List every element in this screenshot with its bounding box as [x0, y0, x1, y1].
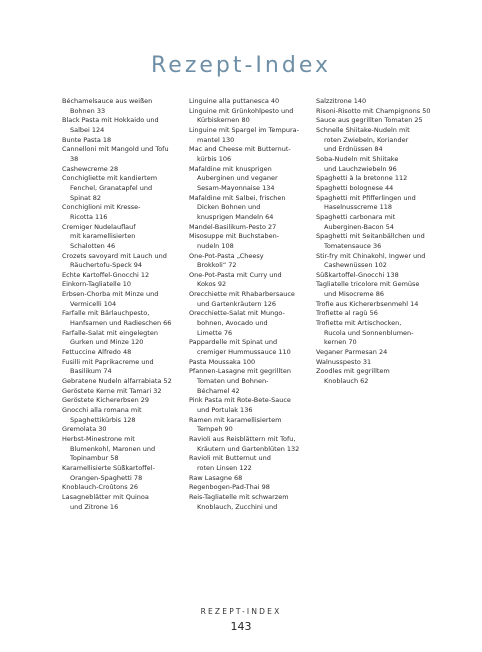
- index-entry-continuation: Ricotta 116: [70, 212, 108, 221]
- index-entry-text: Farfalle mit Bärlauchpesto,: [62, 309, 150, 318]
- index-entry-continuation: Tempeh 90: [197, 425, 233, 434]
- index-entry: [189, 107, 313, 126]
- index-entry-text: Ravioli aus Reisblättern mit Tofu,: [189, 434, 296, 443]
- index-entry: [316, 174, 440, 184]
- index-entry-text: Black Pasta mit Hokkaido und: [62, 116, 159, 125]
- index-entry-continuation: und Lauchzwiebeln 96: [324, 164, 397, 173]
- index-entry-text: Orecchiette-Salat mit Mungo-: [189, 309, 285, 318]
- index-entry-text: Linguine alla puttanesca 40: [189, 97, 280, 105]
- index-entry-continuation: Orangen-Spaghetti 78: [70, 473, 143, 482]
- index-entry-continuation: Sesam-Mayonnaise 134: [197, 183, 275, 192]
- index-entry-text: Regenbogen-Pad-Thai 98: [189, 483, 270, 492]
- page-title: Rezept-Index: [150, 52, 331, 78]
- index-entry: [189, 483, 313, 493]
- index-entry-continuation: Gurken und Minze 120: [70, 338, 144, 347]
- index-entry: [62, 203, 182, 222]
- index-entry-continuation: nudeln 108: [197, 241, 234, 250]
- footer-label: REZEPT-INDEX: [200, 607, 282, 616]
- index-entry-continuation: Schalotten 46: [70, 241, 116, 250]
- index-entry: [316, 348, 440, 358]
- index-entry: [62, 493, 182, 512]
- index-entry-text: Karamellisierte Süßkartoffel-: [62, 463, 155, 472]
- index-column-1: [62, 97, 182, 512]
- index-entry-text: Spaghetti à la bretonne 112: [316, 174, 408, 183]
- index-entry-text: Fusilli mit Paprikacreme und: [62, 357, 154, 366]
- index-entry-text: Mafaldine mit knusprigen: [189, 164, 272, 173]
- index-entry-text: Gebratene Nudeln alfarrabiata 52: [62, 377, 172, 386]
- index-entry: [189, 126, 313, 145]
- index-entry: [189, 474, 313, 484]
- index-entry-text: Pasta Moussaka 100: [189, 357, 256, 366]
- index-entry: [62, 145, 182, 164]
- index-entry: [62, 406, 182, 425]
- index-entry: [316, 126, 440, 155]
- index-entry-text: Spaghetti mit Pfifferlingen und: [316, 193, 416, 202]
- index-entry-text: Cashewcreme 28: [62, 164, 119, 173]
- index-entry: [62, 348, 182, 358]
- index-entry-continuation: Topinambur 58: [70, 454, 119, 463]
- index-entry-text: Erbsen-Chorba mit Minze und: [62, 290, 159, 299]
- index-entry: [62, 97, 182, 116]
- index-entry-text: Trofie aus Kichererbsenmehl 14: [316, 299, 419, 308]
- index-entry-continuation: Brokkoli“ 72: [197, 261, 237, 270]
- index-entry-text: Zoodles mit gegrilltem: [316, 367, 390, 376]
- index-entry: [189, 416, 313, 435]
- index-entry-continuation: Kürbiskernen 80: [197, 116, 250, 125]
- index-entry: [189, 165, 313, 194]
- index-entry: [62, 271, 182, 281]
- index-entry-continuation: cremiger Hummussauce 110: [197, 348, 291, 357]
- index-entry: [189, 97, 313, 107]
- index-entry-continuation: Kokos 92: [197, 280, 227, 289]
- index-entry: [62, 252, 182, 271]
- index-entry-text: Trofiette al ragù 56: [316, 309, 378, 318]
- index-entry-continuation: Räuchertofu-Speck 94: [70, 261, 143, 270]
- index-entry: [316, 319, 440, 348]
- index-entry-continuation: Salbei 124: [70, 125, 105, 134]
- index-entry-text: Echte Kartoffel-Gnocchi 12: [62, 270, 150, 279]
- index-entry: [316, 358, 440, 368]
- index-entry: [62, 396, 182, 406]
- index-entry: [62, 116, 182, 135]
- index-entry: [189, 145, 313, 164]
- index-entry-continuation: Fenchel, Granatapfel und: [70, 183, 153, 192]
- index-entry: [189, 290, 313, 309]
- index-entry-continuation: Cashewnüssen 102: [324, 261, 387, 270]
- index-entry: [62, 387, 182, 397]
- index-entry-continuation: und Erdnüssen 84: [324, 145, 383, 154]
- index-entry-text: Conchiglioni mit Kresse-: [62, 203, 141, 212]
- index-entry-text: Spaghetti carbonara mit: [316, 212, 396, 221]
- index-entry-continuation: Hanfsamen und Radieschen 66: [70, 319, 172, 328]
- index-entry-text: Fettuccine Alfredo 48: [62, 348, 132, 357]
- index-entry-continuation: bohnen, Avocado und: [197, 319, 268, 328]
- index-entry-continuation: Spinat 82: [70, 193, 102, 202]
- index-entry: [189, 252, 313, 271]
- index-entry-text: Ravioli mit Butternut und: [189, 454, 271, 463]
- index-entry-text: Veganer Parmesan 24: [316, 348, 388, 357]
- index-column-2: [189, 97, 313, 512]
- index-entry: [316, 300, 440, 310]
- index-entry-text: Conchigliette mit kandiertem: [62, 174, 158, 183]
- index-entry: [316, 97, 440, 107]
- index-entry-text: Mandel-Basilikum-Pesto 27: [189, 222, 277, 231]
- index-entry: [62, 483, 182, 493]
- index-entry-continuation: und Zitrone 16: [70, 502, 119, 511]
- index-entry: [62, 136, 182, 146]
- index-entry-continuation: Knoblauch, Zucchini und: [197, 502, 278, 511]
- index-entry-text: Einkorn-Tagliatelle 10: [62, 280, 132, 289]
- index-entry-continuation: roten Linsen 122: [197, 463, 252, 472]
- index-entry-text: Geröstete Kerne mit Tamari 32: [62, 386, 162, 395]
- index-entry-text: Spaghetti bolognese 44: [316, 183, 394, 192]
- index-entry-text: Soba-Nudeln mit Shiitake: [316, 154, 399, 163]
- index-entry-text: Lasagneblätter mit Quinoa: [62, 492, 149, 501]
- index-entry: [189, 435, 313, 454]
- index-entry-text: Reis-Tagliatelle mit schwarzem: [189, 492, 289, 501]
- index-entry: [316, 155, 440, 174]
- index-entry-continuation: und Misocreme 86: [324, 290, 384, 299]
- index-entry-continuation: Tomatensauce 36: [324, 241, 382, 250]
- index-entry-continuation: Vermicelli 104: [70, 299, 117, 308]
- index-entry: [316, 280, 440, 299]
- index-entry: [62, 165, 182, 175]
- index-entry-text: Süßkartoffel-Gnocchi 138: [316, 270, 399, 279]
- index-entry-text: Risoni-Risotto mit Champignons 50: [316, 106, 431, 115]
- index-entry-text: Crozets savoyard mit Lauch und: [62, 251, 167, 260]
- index-entry: [316, 184, 440, 194]
- index-entry-text: Pfannen-Lasagne mit gegrillten: [189, 367, 291, 376]
- index-entry: [62, 358, 182, 377]
- index-entry-text: Orecchiette mit Rhabarbersauce: [189, 290, 295, 299]
- index-entry-text: Spaghetti mit Seitanbällchen und: [316, 232, 425, 241]
- index-entry-text: Ramen mit karamellisiertem: [189, 415, 282, 424]
- index-entry: [62, 464, 182, 483]
- index-entry: [189, 493, 313, 512]
- index-entry-text: Pappardelle mit Spinat und: [189, 338, 278, 347]
- index-entry-text: Pink Pasta mit Rote-Bete-Sauce: [189, 396, 291, 405]
- index-entry: [316, 194, 440, 213]
- index-entry: [189, 232, 313, 251]
- index-entry-text: Sauce aus gegrillten Tomaten 25: [316, 116, 423, 125]
- index-entry-continuation: Auberginen und veganer: [197, 174, 278, 183]
- index-entry-text: Walnusspesto 31: [316, 357, 372, 366]
- index-entry: [316, 213, 440, 232]
- index-entry-text: Geröstete Kichererbsen 29: [62, 396, 150, 405]
- index-entry: [62, 435, 182, 464]
- index-entry-text: Linguine mit Spargel im Tempura-: [189, 125, 299, 134]
- index-entry-continuation: 38: [70, 154, 79, 163]
- index-entry-text: Knoblauch-Croûtons 26: [62, 483, 138, 492]
- index-entry-continuation: mit karamellisierten: [70, 232, 136, 241]
- index-entry-continuation: roten Zwiebeln, Koriander: [324, 135, 409, 144]
- index-entry-continuation: Tomaten und Bohnen-: [197, 377, 269, 386]
- index-entry-text: Gremolata 30: [62, 425, 107, 434]
- index-entry: [189, 194, 313, 223]
- index-entry-text: Cannelloni mit Mangold und Tofu: [62, 145, 169, 154]
- index-entry-continuation: kürbis 106: [197, 154, 232, 163]
- index-entry: [316, 116, 440, 126]
- index-entry-text: Stir-fry mit Chinakohl, Ingwer und: [316, 251, 426, 260]
- index-entry-text: Mac and Cheese mit Butternut-: [189, 145, 291, 154]
- index-entry-continuation: Bohnen 33: [70, 106, 106, 115]
- index-entry-text: One-Pot-Pasta „Cheesy: [189, 251, 264, 260]
- index-entry: [189, 338, 313, 357]
- index-entry: [189, 454, 313, 473]
- index-entry-text: Raw Lasagne 68: [189, 473, 243, 482]
- index-entry: [316, 309, 440, 319]
- index-entry: [62, 329, 182, 348]
- index-entry: [189, 358, 313, 368]
- index-entry-continuation: Dicken Bohnen und: [197, 203, 261, 212]
- index-entry: [316, 107, 440, 117]
- index-entry: [62, 174, 182, 203]
- index-entry: [62, 290, 182, 309]
- index-entry-continuation: kernen 70: [324, 338, 357, 347]
- index-entry-continuation: Basilikum 74: [70, 367, 112, 376]
- index-entry: [189, 271, 313, 290]
- index-entry-text: Mafaldine mit Salbei, frischen: [189, 193, 286, 202]
- index-entry-text: Tagliatelle tricolore mit Gemüse: [316, 280, 420, 289]
- index-entry: [316, 252, 440, 271]
- index-entry-continuation: Rucola und Sonnenblumen-: [324, 328, 414, 337]
- index-entry: [62, 425, 182, 435]
- index-entry-text: Bunte Pasta 18: [62, 135, 112, 144]
- index-entry-text: Béchamelsauce aus weißen: [62, 97, 153, 105]
- page-number: 143: [230, 620, 252, 633]
- index-entry: [189, 309, 313, 338]
- index-entry-text: Misosuppe mit Buchstaben-: [189, 232, 280, 241]
- index-entry-continuation: Béchamel 42: [197, 386, 240, 395]
- index-entry-text: Farfalle-Salat mit eingelegten: [62, 328, 158, 337]
- index-entry: [62, 223, 182, 252]
- index-entry: [62, 377, 182, 387]
- index-entry: [62, 309, 182, 328]
- index-entry-continuation: und Gartenkräutern 126: [197, 299, 277, 308]
- index-entry: [189, 367, 313, 396]
- index-entry-continuation: Blumenkohl, Maronen und: [70, 444, 156, 453]
- index-entry-text: Cremiger Nudelauflauf: [62, 222, 136, 231]
- index-entry-text: Trofiette mit Artischocken,: [316, 319, 402, 328]
- index-entry: [62, 280, 182, 290]
- index-entry-text: Herbst-Minestrone mit: [62, 434, 135, 443]
- index-entry-continuation: Auberginen-Bacon 54: [324, 222, 394, 231]
- index-column-3: [316, 97, 440, 387]
- index-entry-continuation: Kräutern und Gartenblüten 132: [197, 444, 300, 453]
- index-entry-text: Schnelle Shiitake-Nudeln mit: [316, 125, 410, 134]
- index-entry-continuation: knusprigen Mandeln 64: [197, 212, 274, 221]
- index-entry-continuation: Knoblauch 62: [324, 377, 369, 386]
- index-entry-continuation: und Portulak 136: [197, 406, 253, 414]
- index-entry-continuation: Spaghettikürbis 128: [70, 415, 136, 424]
- index-entry: [189, 396, 313, 415]
- index-entry-text: Gnocchi alla romana mit: [62, 406, 142, 414]
- index-entry-continuation: Limette 76: [197, 328, 233, 337]
- index-entry-text: One-Pot-Pasta mit Curry und: [189, 270, 282, 279]
- index-entry-continuation: mantel 130: [197, 135, 235, 144]
- index-entry: [316, 232, 440, 251]
- index-entry-continuation: Haselnusscreme 118: [324, 203, 392, 212]
- index-entry: [189, 223, 313, 233]
- index-entry-text: Linguine mit Grünkohlpesto und: [189, 106, 294, 115]
- index-entry: [316, 271, 440, 281]
- index-entry-text: Salzzitrone 140: [316, 97, 367, 105]
- index-entry: [316, 367, 440, 386]
